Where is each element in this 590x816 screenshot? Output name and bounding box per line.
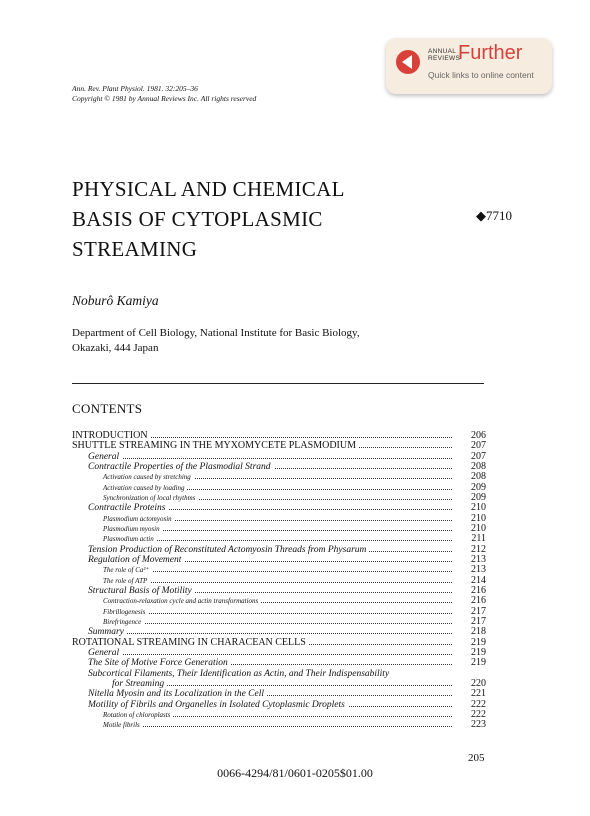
toc-entry[interactable]	[72, 462, 486, 472]
toc-entry-title: Structural Basis of Motility	[88, 586, 195, 596]
toc-leader-dots	[103, 623, 452, 624]
toc-entry[interactable]	[72, 534, 486, 544]
toc-entry-title: The Site of Motive Force Generation	[88, 658, 231, 668]
toc-entry-page: 219	[471, 646, 486, 658]
toc-entry-title: Plasmodium myosin	[103, 524, 163, 534]
affiliation-line: Department of Cell Biology, National Institute for Basic Biology,	[72, 327, 360, 339]
toc-entry-title: Synchronization of local rhythms	[103, 493, 198, 503]
toc-entry-title: The role of ATP	[103, 576, 150, 586]
toc-entry-page: 219	[471, 657, 486, 669]
toc-entry[interactable]	[72, 689, 486, 699]
toc-leader-dots	[103, 726, 452, 727]
banner-further-label: Further	[458, 42, 523, 64]
toc-entry[interactable]	[72, 658, 486, 668]
toc-entry-title: Regulation of Movement	[88, 555, 184, 565]
toc-entry-title: Nitella Myosin and its Localization in the Cell	[88, 689, 267, 699]
toc-entry-title: Fibrillogenesis	[103, 607, 148, 617]
toc-entry-page: 213	[471, 564, 486, 576]
further-banner[interactable]	[386, 38, 552, 94]
toc-entry-page: 219	[471, 636, 486, 648]
toc-entry[interactable]	[72, 700, 486, 710]
toc-entry-page: 207	[471, 450, 486, 462]
toc-leader-dots	[103, 571, 452, 572]
toc-entry[interactable]	[72, 596, 486, 606]
toc-entry-title: SHUTTLE STREAMING IN THE MYXOMYCETE PLASMODIUM	[72, 441, 359, 451]
toc-leader-dots	[103, 582, 452, 583]
toc-entry-title: Contraction-relaxation cycle and actin transformations	[103, 596, 261, 606]
toc-entry[interactable]	[72, 524, 486, 534]
toc-entry-page: 209	[471, 491, 486, 503]
title-line: BASIS OF CYTOPLASMIC	[72, 207, 323, 231]
toc-entry-title: Contractile Proteins	[88, 503, 169, 513]
toc-entry-page: 207	[471, 440, 486, 452]
toc-entry[interactable]	[72, 514, 486, 524]
toc-entry-page: 212	[471, 543, 486, 555]
toc-entry[interactable]	[72, 576, 486, 586]
toc-entry[interactable]	[72, 720, 486, 730]
toc-entry-title: Activation caused by stretching	[103, 472, 194, 482]
banner-annual-reviews: ANNUAL REVIEWS	[428, 48, 461, 62]
toc-entry-title: Activation caused by loading	[103, 483, 187, 493]
toc-leader-dots	[88, 458, 452, 459]
toc-entry-title: The role of Ca²⁺	[103, 565, 152, 575]
toc-entry-page: 218	[471, 626, 486, 638]
author-name: Noburô Kamiya	[72, 293, 159, 308]
toc-entry-title: General	[88, 452, 122, 462]
toc-entry-page: 222	[471, 708, 486, 720]
annual-reviews-logo-icon	[396, 50, 420, 74]
journal-copyright-line: Copyright © 1981 by Annual Reviews Inc. All rights reserved	[72, 94, 257, 103]
toc-entry-title: INTRODUCTION	[72, 431, 151, 441]
journal-citation	[72, 84, 256, 104]
toc-entry-page: 217	[471, 605, 486, 617]
toc-entry-page: 208	[471, 460, 486, 472]
toc-entry-title: Plasmodium actin	[103, 534, 157, 544]
toc-entry[interactable]	[72, 503, 486, 513]
toc-entry-page: 222	[471, 698, 486, 710]
toc-entry-title: Birefringence	[103, 617, 144, 627]
author-affiliation	[72, 326, 472, 356]
toc-entry[interactable]	[72, 493, 486, 503]
toc-entry-title: ROTATIONAL STREAMING IN CHARACEAN CELLS	[72, 638, 309, 648]
toc-entry[interactable]	[72, 710, 486, 720]
toc-entry-title: Tension Production of Reconstituted Actomyosin Threads from Physarum	[88, 545, 369, 555]
toc-entry-title: for Streaming	[112, 679, 167, 689]
toc-entry[interactable]	[72, 648, 486, 658]
table-of-contents	[72, 431, 486, 731]
banner-tagline: Quick links to online content	[428, 70, 534, 80]
title-line: PHYSICAL AND CHEMICAL	[72, 177, 345, 201]
toc-entry[interactable]	[72, 669, 486, 679]
toc-entry[interactable]	[72, 617, 486, 627]
divider-rule	[72, 383, 484, 384]
toc-entry[interactable]	[72, 441, 486, 451]
toc-entry-page: 216	[471, 584, 486, 596]
article-code: 0066-4294/81/0601-0205$01.00	[217, 766, 373, 780]
toc-entry-page: 213	[471, 553, 486, 565]
toc-entry-page: 210	[471, 502, 486, 514]
toc-entry[interactable]	[72, 638, 486, 648]
toc-entry-page: 214	[471, 574, 486, 586]
article-marker: ◆7710	[476, 208, 512, 223]
toc-entry-page: 221	[471, 688, 486, 700]
title-line: STREAMING	[72, 237, 198, 261]
toc-entry[interactable]	[72, 555, 486, 565]
toc-entry-page: 208	[471, 471, 486, 483]
toc-leader-dots	[88, 654, 452, 655]
toc-entry-page: 211	[471, 533, 486, 545]
toc-entry-title: Motility of Fibrils and Organelles in Isolated Cytoplasmic Droplets	[88, 700, 348, 710]
toc-entry-page: 220	[471, 677, 486, 689]
toc-entry-page: 216	[471, 595, 486, 607]
toc-entry-title: Subcortical Filaments, Their Identification as Actin, and Their Indispensability	[88, 669, 392, 679]
toc-entry-page: 223	[471, 719, 486, 731]
toc-entry[interactable]	[72, 545, 486, 555]
toc-entry-page: 210	[471, 522, 486, 534]
toc-entry-page: 210	[471, 512, 486, 524]
toc-entry-title: General	[88, 648, 122, 658]
toc-entry[interactable]	[72, 586, 486, 596]
toc-entry[interactable]	[72, 679, 486, 689]
toc-entry-title: Motile fibrils	[103, 720, 143, 730]
toc-entry[interactable]	[72, 627, 486, 637]
toc-entry[interactable]	[72, 472, 486, 482]
toc-entry[interactable]	[72, 483, 486, 493]
affiliation-line: Okazaki, 444 Japan	[72, 342, 159, 354]
journal-citation-line: Ann. Rev. Plant Physiol. 1981. 32:205–36	[72, 84, 198, 93]
toc-entry-page: 209	[471, 481, 486, 493]
toc-entry[interactable]	[72, 607, 486, 617]
toc-entry-title: Summary	[88, 627, 127, 637]
toc-entry[interactable]	[72, 452, 486, 462]
toc-entry-title: Contractile Properties of the Plasmodial Strand	[88, 462, 274, 472]
toc-entry[interactable]	[72, 565, 486, 575]
toc-entry-page: 206	[471, 430, 486, 441]
toc-entry-page: 217	[471, 615, 486, 627]
toc-entry-title: Plasmodium actomyosin	[103, 514, 175, 524]
contents-heading: CONTENTS	[72, 401, 143, 416]
page-number: 205	[468, 752, 485, 764]
article-title	[72, 174, 402, 264]
toc-entry-title: Rotation of chloroplasts	[103, 710, 173, 720]
toc-leader-dots	[88, 633, 452, 634]
toc-leader-dots	[103, 613, 452, 614]
